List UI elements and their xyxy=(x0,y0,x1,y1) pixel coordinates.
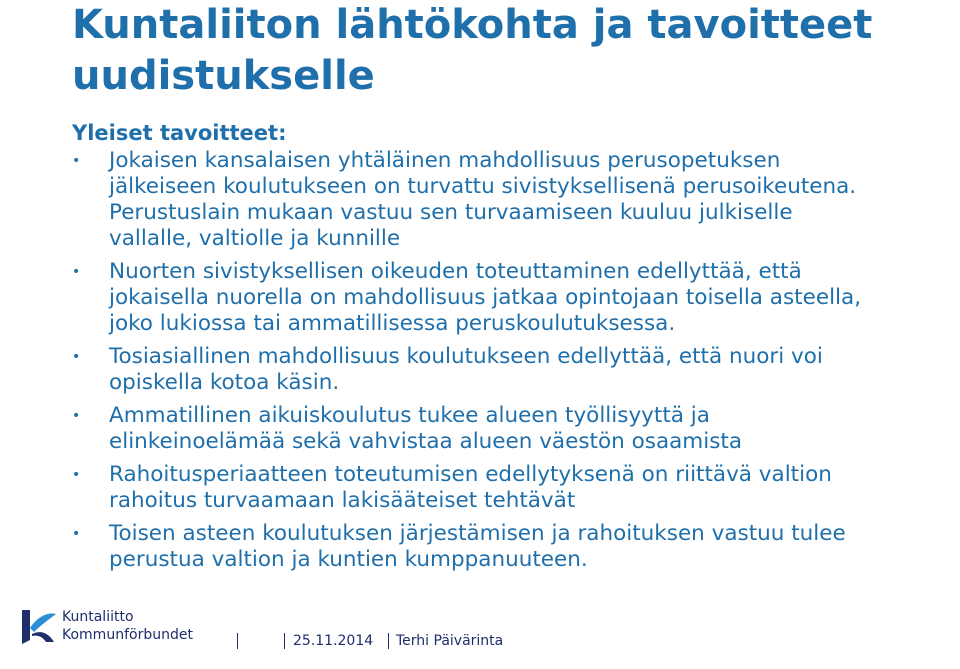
bullet-item xyxy=(72,462,882,514)
logo-line-1: Kuntaliitto xyxy=(62,609,134,625)
bullet-icon: • xyxy=(72,153,81,169)
bullet-text: Tosiasiallinen mahdollisuus koulutukseen edellyttää, että nuori voi opiskella kotoa käsin. xyxy=(109,344,823,395)
footer-date: 25.11.2014 xyxy=(293,633,374,649)
slide-title: Kuntaliiton lähtökohta ja tavoitteet uudistukselle xyxy=(72,2,873,99)
section-heading: Yleiset tavoitteet: xyxy=(72,121,287,145)
footer-divider xyxy=(284,633,285,649)
bullet-list xyxy=(72,148,882,580)
bullet-text: Toisen asteen koulutuksen järjestämisen ja rahoituksen vastuu tulee perustua valtion ja kuntien kumppanuuteen. xyxy=(109,521,846,572)
bullet-text: Ammatillinen aikuiskoulutus tukee alueen työllisyyttä ja elinkeinoelämää sekä vahvistaa alueen väestön osaamista xyxy=(109,403,743,454)
bullet-item xyxy=(72,148,882,252)
bullet-item xyxy=(72,521,882,573)
bullet-icon: • xyxy=(72,467,81,483)
kuntaliitto-logo xyxy=(18,606,193,650)
bullet-item xyxy=(72,403,882,455)
logo-mark-icon xyxy=(18,606,58,646)
bullet-item xyxy=(72,259,882,337)
bullet-text: Rahoitusperiaatteen toteutumisen edellytyksenä on riittävä valtion rahoitus turvaamaan lakisääteiset tehtävät xyxy=(109,462,832,513)
bullet-icon: • xyxy=(72,408,81,424)
bullet-text: Jokaisen kansalaisen yhtäläinen mahdollisuus perusopetuksen jälkeiseen koulutukseen on turvattu sivistyksellisenä perusoikeutena. Perustuslain mukaan vastuu sen turvaamiseen kuuluu julkiselle vallalle, valtiolle ja kunnille xyxy=(109,148,857,251)
bullet-item xyxy=(72,344,882,396)
bullet-icon: • xyxy=(72,264,81,280)
bullet-icon: • xyxy=(72,526,81,542)
footer-author: Terhi Päivärinta xyxy=(396,633,504,649)
footer-divider xyxy=(237,633,238,649)
footer-divider xyxy=(388,633,389,649)
bullet-icon: • xyxy=(72,349,81,365)
logo-line-2: Kommunförbundet xyxy=(62,627,193,643)
bullet-text: Nuorten sivistyksellisen oikeuden toteuttaminen edellyttää, että jokaisella nuorella on mahdollisuus jatkaa opintojaan toisella asteella, joko lukiossa tai ammatillisessa peruskoulutuksessa. xyxy=(109,259,862,336)
